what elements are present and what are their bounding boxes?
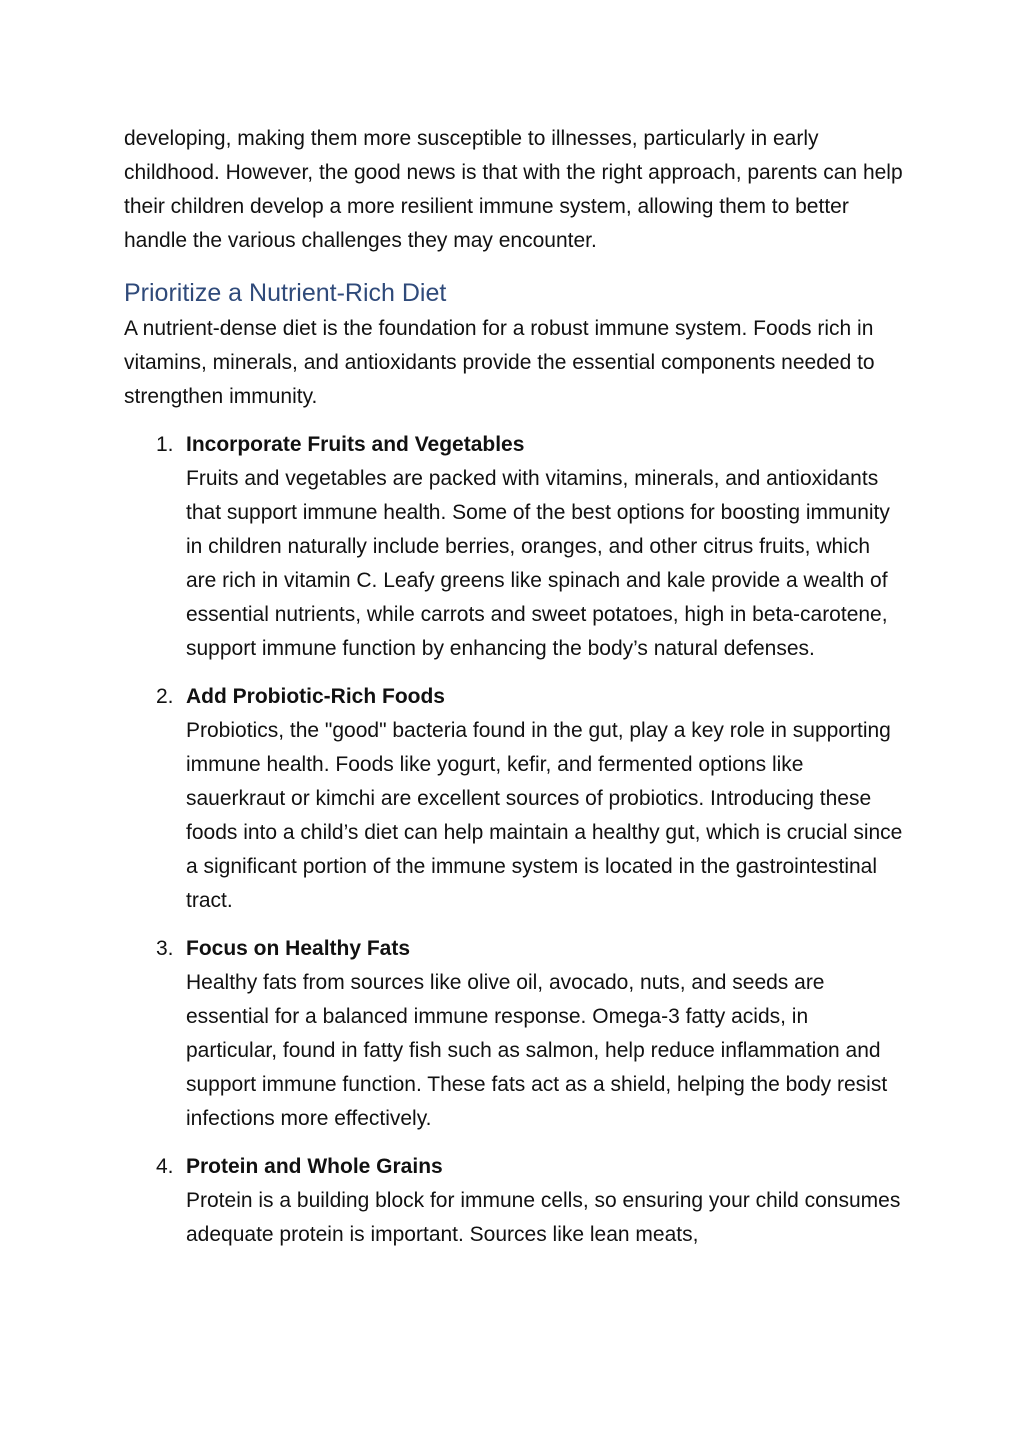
list-item-title: Focus on Healthy Fats bbox=[186, 937, 411, 960]
intro-paragraph: developing, making them more susceptible to illnesses, particularly in early childhood. However, the good news is that with the right approach, parents can help their children develop a more resilient immune system, allowing them to better handle the various challenges they may encounter. bbox=[124, 127, 903, 252]
list-item bbox=[124, 932, 904, 1136]
list-item-number: 3. bbox=[156, 937, 174, 960]
list-item-title: Protein and Whole Grains bbox=[186, 1155, 443, 1178]
list-item bbox=[124, 428, 904, 666]
list-item-number: 1. bbox=[156, 433, 174, 456]
section-paragraph: A nutrient-dense diet is the foundation for a robust immune system. Foods rich in vitamins, minerals, and antioxidants provide the essential components needed to strengthen immunity. bbox=[124, 317, 875, 408]
list-item bbox=[124, 1150, 904, 1252]
list-item-title: Incorporate Fruits and Vegetables bbox=[186, 433, 525, 456]
list-item-body: Healthy fats from sources like olive oil, avocado, nuts, and seeds are essential for a balanced immune response. Omega-3 fatty acids, in particular, found in fatty fish such as salmon, help reduce inflammation and support immune function. These fats act as a shield, helping the body resist infections more effectively. bbox=[186, 971, 888, 1130]
section-heading: Prioritize a Nutrient-Rich Diet bbox=[124, 279, 447, 307]
numbered-list bbox=[124, 428, 904, 1252]
list-item-body: Fruits and vegetables are packed with vitamins, minerals, and antioxidants that support immune health. Some of the best options for boosting immunity in children naturally include berries, oranges, and other citrus fruits, which are rich in vitamin C. Leafy greens like spinach and kale provide a wealth of essential nutrients, while carrots and sweet potatoes, high in beta-carotene, support immune function by enhancing the body’s natural defenses. bbox=[186, 467, 890, 660]
list-item-title: Add Probiotic-Rich Foods bbox=[186, 685, 445, 708]
list-item-body: Protein is a building block for immune cells, so ensuring your child consumes adequate protein is important. Sources like lean meats, bbox=[186, 1189, 901, 1246]
list-item-body: Probiotics, the "good" bacteria found in the gut, play a key role in supporting immune health. Foods like yogurt, kefir, and fermented options like sauerkraut or kimchi are excellent sources of probiotics. Introducing these foods into a child’s diet can help maintain a healthy gut, which is crucial since a significant portion of the immune system is located in the gastrointestinal tract. bbox=[186, 719, 903, 912]
list-item-number: 2. bbox=[156, 685, 174, 708]
list-item-number: 4. bbox=[156, 1155, 174, 1178]
document-page bbox=[124, 122, 904, 1266]
list-item bbox=[124, 680, 904, 918]
